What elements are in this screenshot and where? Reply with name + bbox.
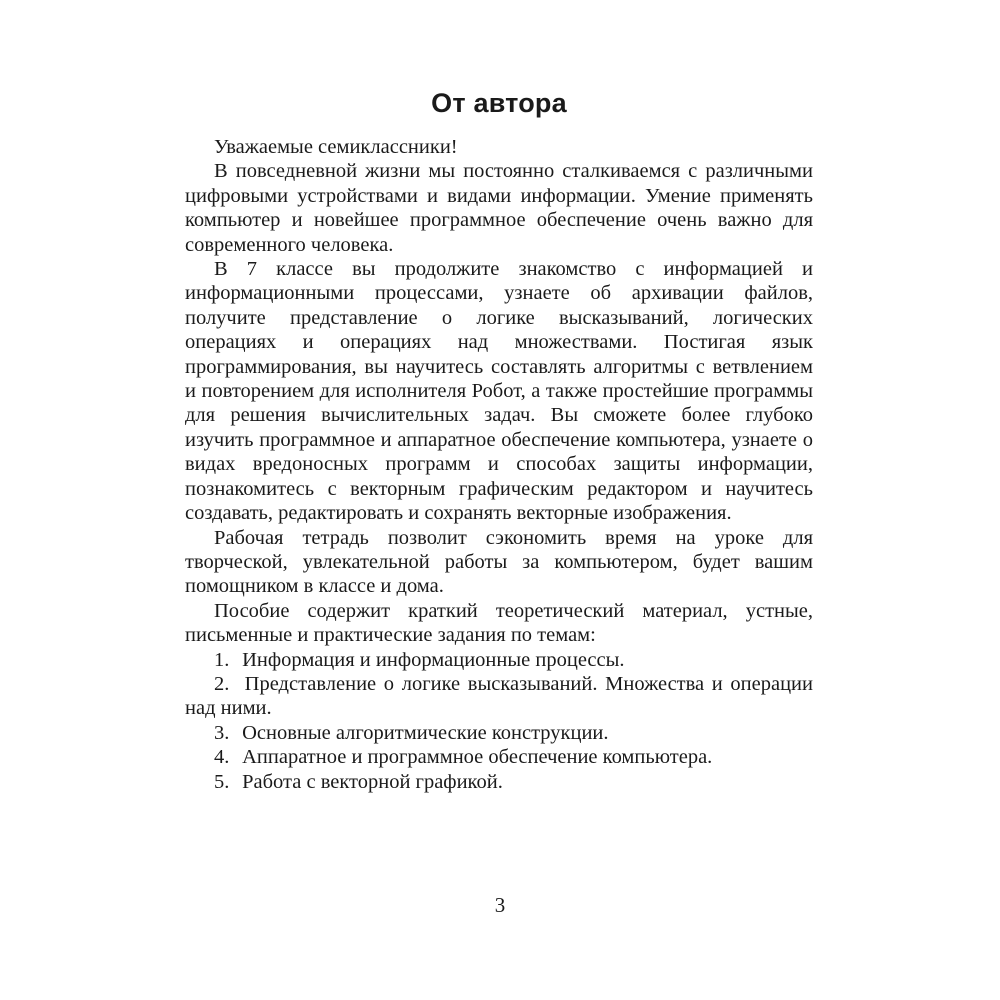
page-title: От автора — [431, 88, 567, 118]
body-text — [185, 135, 813, 794]
list-item-number: 2. — [214, 672, 230, 695]
greeting-paragraph: Уважаемые семиклассники! — [214, 136, 458, 158]
workbook-paragraph: Рабочая тетрадь позволит сэкономить время на уроке для творческой, увлекательной работы за компьютером, будет вашим помощником в классе и дома. — [185, 526, 813, 598]
contents-paragraph: Пособие содержит краткий теоретический материал, устные, письменные и практические задания по темам: — [185, 599, 813, 647]
list-item — [185, 745, 813, 769]
page-number: 3 — [494, 893, 506, 917]
list-item-number: 5. — [214, 770, 230, 793]
list-item — [185, 770, 813, 794]
intro-paragraph: В повседневной жизни мы постоянно сталкиваемся с различными цифровыми устройствами и видами информации. Умение применять компьютер и новейшее программное обеспечение очень важно для современного человека. — [185, 160, 813, 256]
list-item-text: Основные алгоритмические конструкции. — [242, 721, 609, 744]
list-item-text: Аппаратное и программное обеспечение компьютера. — [242, 746, 713, 769]
list-item-text: Представление о логике высказываний. Множества и операции над ними. — [185, 672, 813, 720]
list-item — [185, 672, 813, 721]
list-item-number: 4. — [214, 746, 230, 769]
list-item-number: 1. — [214, 648, 230, 671]
list-item-text: Информация и информационные процессы. — [242, 648, 625, 671]
list-item — [185, 721, 813, 745]
list-item — [185, 648, 813, 672]
topics-list — [185, 648, 813, 794]
list-item-text: Работа с векторной графикой. — [242, 770, 503, 793]
course-paragraph: В 7 классе вы продолжите знакомство с информацией и информационными процессами, узнаете об архивации файлов, получите представление о логике высказываний, логических операциях и операциях над множествами. Постигая язык программирования, вы научитесь составлять алгоритмы с ветвлением и повторением для исполнителя Робот, а также простейшие программы для решения вычислительных задач. Вы сможете более глубоко изучить программное и аппаратное обеспечение компьютера, узнаете о видах вредоносных программ и способах защиты информации, познакомитесь с векторным графическим редактором и научитесь создавать, редактировать и сохранять векторные изображения. — [185, 258, 813, 525]
page-content — [185, 86, 813, 794]
list-item-number: 3. — [214, 721, 230, 744]
